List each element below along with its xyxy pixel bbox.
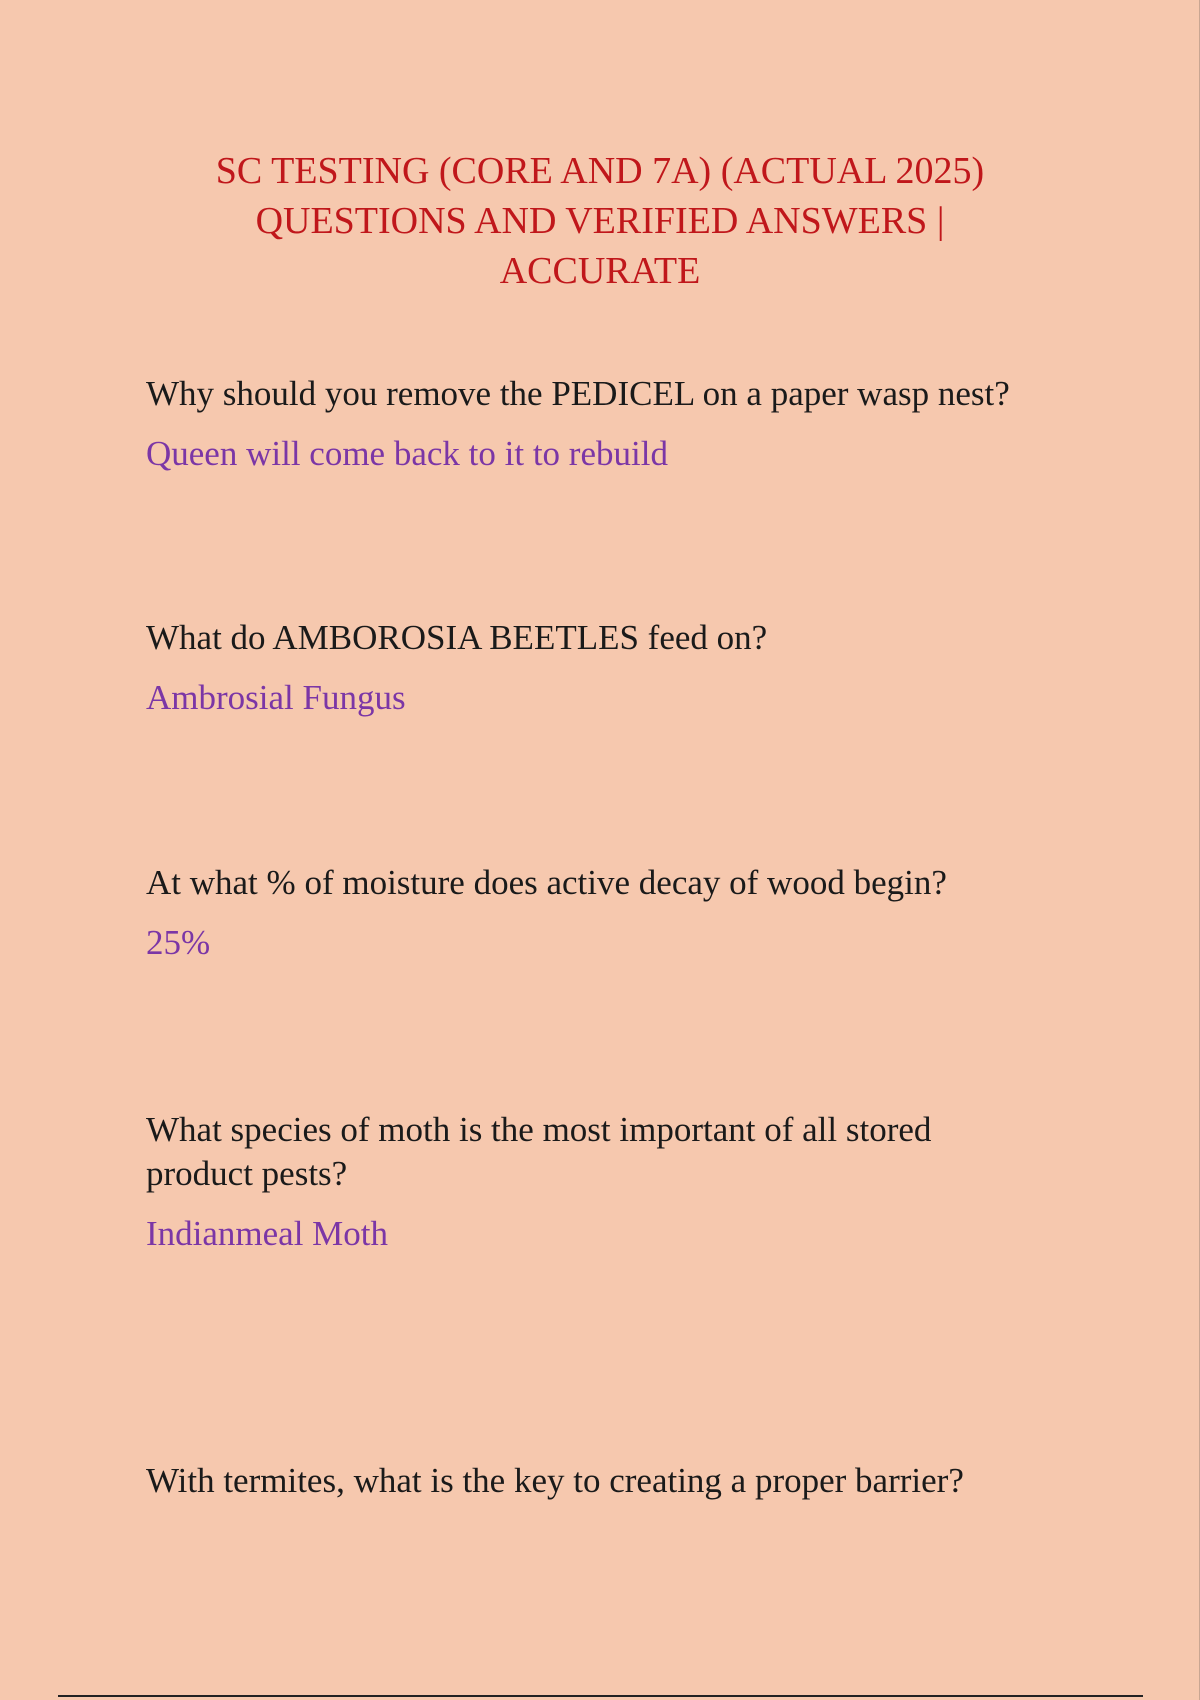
question-4: What species of moth is the most important of all stored product pests? xyxy=(146,1110,932,1193)
answer-3: 25% xyxy=(146,923,211,962)
qa-item-2 xyxy=(146,616,1076,720)
qa-item-3 xyxy=(146,861,1076,965)
answer-4: Indianmeal Moth xyxy=(146,1214,389,1253)
document-title-line-2: QUESTIONS AND VERIFIED ANSWERS | xyxy=(255,200,945,242)
document-title-line-1: SC TESTING (CORE AND 7A) (ACTUAL 2025) xyxy=(215,150,985,192)
question-3: At what % of moisture does active decay of wood begin? xyxy=(146,863,947,902)
qa-item-4 xyxy=(146,1108,1016,1256)
answer-1: Queen will come back to it to rebuild xyxy=(146,434,668,473)
answer-2: Ambrosial Fungus xyxy=(146,678,406,717)
document-title xyxy=(150,146,1050,296)
question-5: With termites, what is the key to creating a proper barrier? xyxy=(146,1461,964,1500)
question-2: What do AMBOROSIA BEETLES feed on? xyxy=(146,618,768,657)
document-title-line-3: ACCURATE xyxy=(499,250,701,292)
footer-rule xyxy=(58,1695,1143,1697)
qa-item-1 xyxy=(146,372,1076,476)
qa-item-5 xyxy=(146,1459,1076,1503)
question-1: Why should you remove the PEDICEL on a paper wasp nest? xyxy=(146,374,1010,413)
